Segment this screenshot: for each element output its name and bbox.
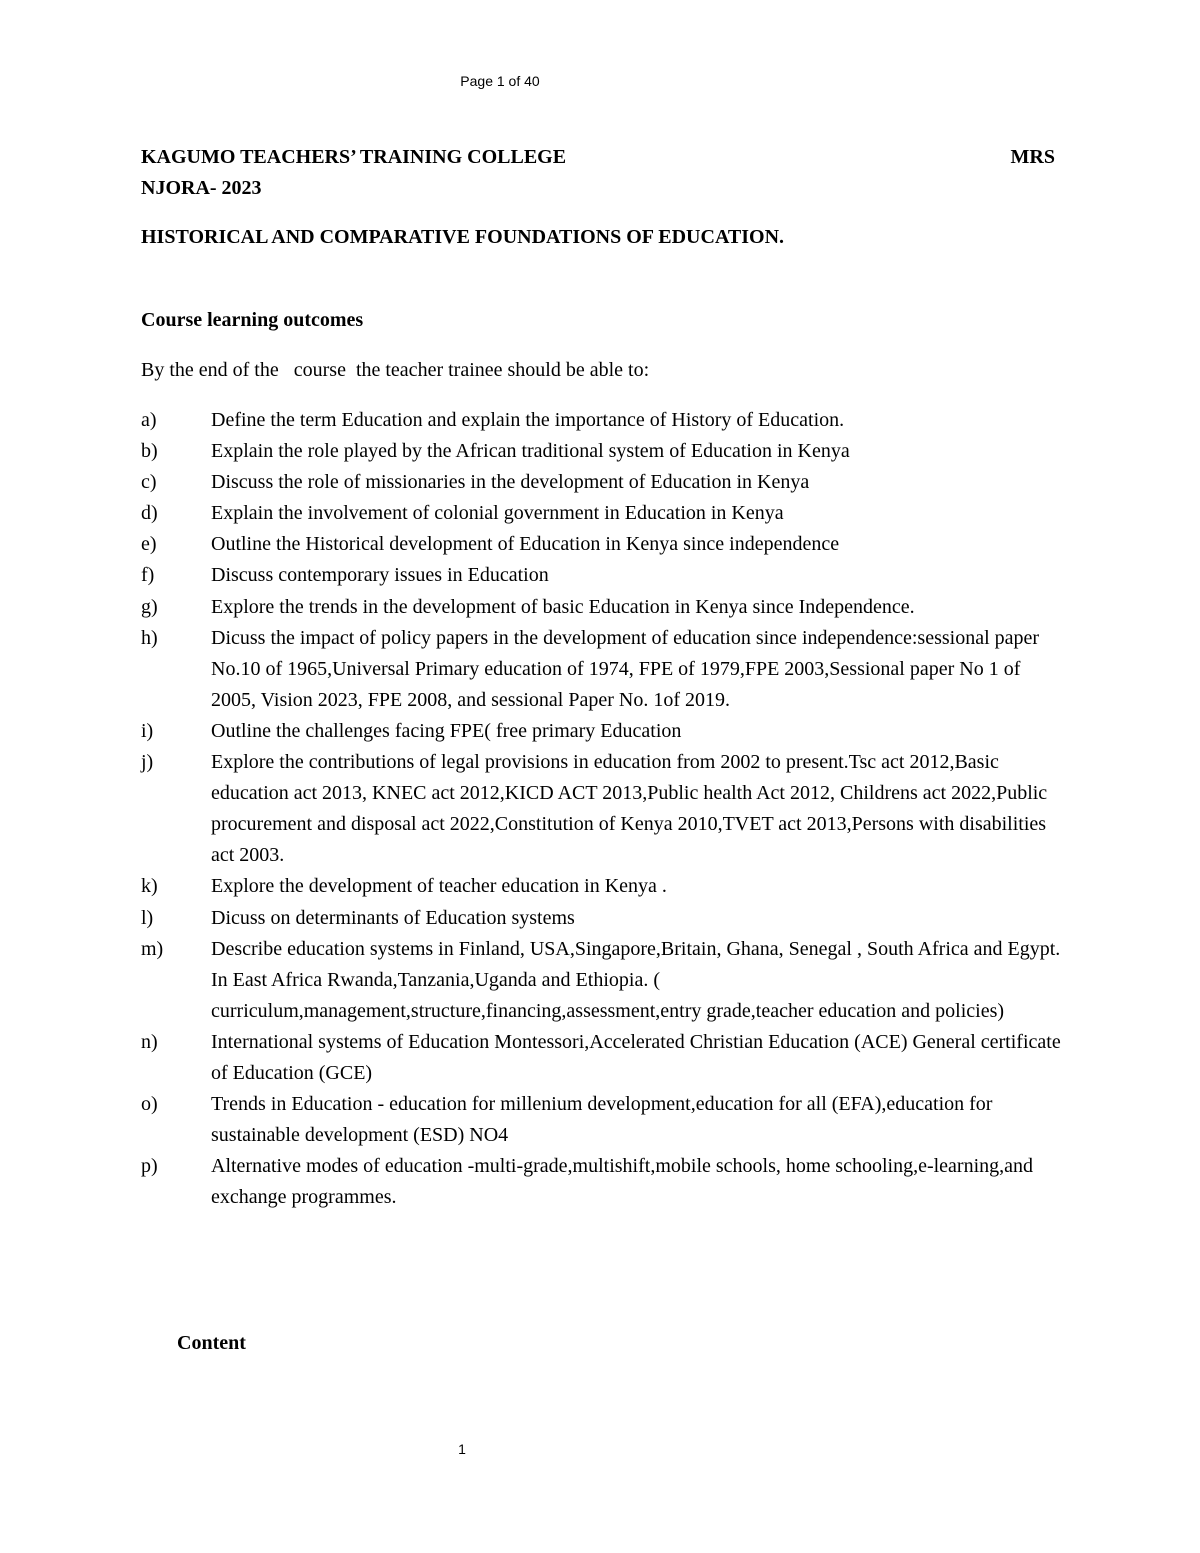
outcome-item	[141, 716, 1061, 747]
outcome-text: Outline the Historical development of Education in Kenya since independence	[211, 533, 840, 556]
outcome-text: Discuss the role of missionaries in the development of Education in Kenya	[211, 471, 810, 494]
lecturer-title: MRS	[1010, 146, 1055, 168]
outcome-item	[141, 592, 1061, 623]
course-title: HISTORICAL AND COMPARATIVE FOUNDATIONS OF EDUCATION.	[141, 226, 785, 248]
outcome-text: Trends in Education - education for millenium development,education for all (EFA),education for sustainable development (ESD) NO4	[211, 1093, 993, 1147]
outcome-text: Explore the contributions of legal provisions in education from 2002 to present.Tsc act 2012,Basic education act 2013, KNEC act 2012,KICD ACT 2013,Public health Act 2012, Childrens act 2022,Public procurement and disposal act 2022,Constitution of Kenya 2010,TVET act 2013,Persons with disabilities act 2003.	[211, 751, 1048, 867]
outcome-marker: e)	[141, 533, 157, 556]
outcome-text: Explore the trends in the development of basic Education in Kenya since Independence.	[211, 595, 915, 618]
outcome-text: Define the term Education and explain the importance of History of Education.	[211, 409, 845, 431]
outcome-text: Dicuss the impact of policy papers in the development of education since independence:sessional paper No.10 of 1965,Universal Primary education of 1974, FPE of 1979,FPE 2003,Sessional paper No 1 of 2005, Vision 2023, FPE 2008, and sessional Paper No. 1of 2019.	[211, 626, 1040, 711]
outcome-item	[141, 436, 1061, 467]
outcome-item	[141, 529, 1061, 560]
outcome-item	[141, 560, 1061, 591]
page-header: Page 1 of 40	[460, 73, 540, 89]
outcome-marker: i)	[141, 719, 154, 742]
outcome-item	[141, 747, 1061, 871]
outcome-item	[141, 1151, 1061, 1213]
outcome-text: Outline the challenges facing FPE( free primary Education	[211, 719, 682, 742]
page-number: 1	[458, 1441, 466, 1457]
outcome-item	[141, 467, 1061, 498]
outcome-marker: a)	[141, 409, 157, 431]
outcomes-list	[141, 405, 1061, 1213]
outcome-marker: g)	[141, 595, 158, 618]
outcome-marker: m)	[141, 937, 164, 960]
outcome-text: Explain the role played by the African traditional system of Education in Kenya	[211, 440, 850, 463]
outcome-marker: k)	[141, 875, 158, 898]
intro-text: By the end of the course the teacher trainee should be able to:	[141, 359, 650, 381]
outcome-item	[141, 871, 1061, 902]
outcome-item	[141, 1089, 1061, 1151]
outcome-marker: n)	[141, 1030, 158, 1053]
outcome-item	[141, 1027, 1061, 1089]
outcome-text: Dicuss on determinants of Education systems	[211, 906, 575, 929]
outcome-marker: c)	[141, 471, 157, 494]
outcome-text: Explore the development of teacher education in Kenya .	[211, 875, 667, 898]
outcome-marker: l)	[141, 906, 154, 929]
outcome-text: Discuss contemporary issues in Education	[211, 564, 549, 587]
outcome-item	[141, 405, 1061, 436]
outcome-item	[141, 903, 1061, 934]
content-heading: Content	[177, 1332, 246, 1354]
outcome-marker: b)	[141, 440, 158, 463]
outcome-marker: h)	[141, 626, 158, 649]
outcome-text: International systems of Education Montessori,Accelerated Christian Education (ACE) General certificate of Education (GCE)	[211, 1030, 1061, 1084]
outcomes-heading: Course learning outcomes	[141, 309, 364, 331]
outcome-text: Alternative modes of education -multi-grade,multishift,mobile schools, home schooling,e-learning,and exchange programmes.	[211, 1155, 1034, 1209]
college-name: KAGUMO TEACHERS’ TRAINING COLLEGE	[141, 146, 567, 168]
outcome-marker: o)	[141, 1093, 158, 1116]
outcome-marker: j)	[141, 751, 154, 774]
outcome-marker: f)	[141, 564, 155, 587]
outcome-marker: d)	[141, 502, 158, 525]
lecturer-name-year: NJORA- 2023	[141, 177, 262, 199]
outcome-item	[141, 498, 1061, 529]
outcome-marker: p)	[141, 1155, 158, 1178]
outcome-text: Describe education systems in Finland, USA,Singapore,Britain, Ghana, Senegal , South Africa and Egypt. In East Africa Rwanda,Tanzania,Uganda and Ethiopia. ( curriculum,management,structure,financing,assessment,entry grade,teacher education and policies)	[211, 937, 1061, 1022]
college-title-line	[141, 142, 1055, 173]
outcome-text: Explain the involvement of colonial government in Education in Kenya	[211, 502, 784, 525]
outcome-item	[141, 623, 1061, 716]
outcome-item	[141, 934, 1061, 1027]
